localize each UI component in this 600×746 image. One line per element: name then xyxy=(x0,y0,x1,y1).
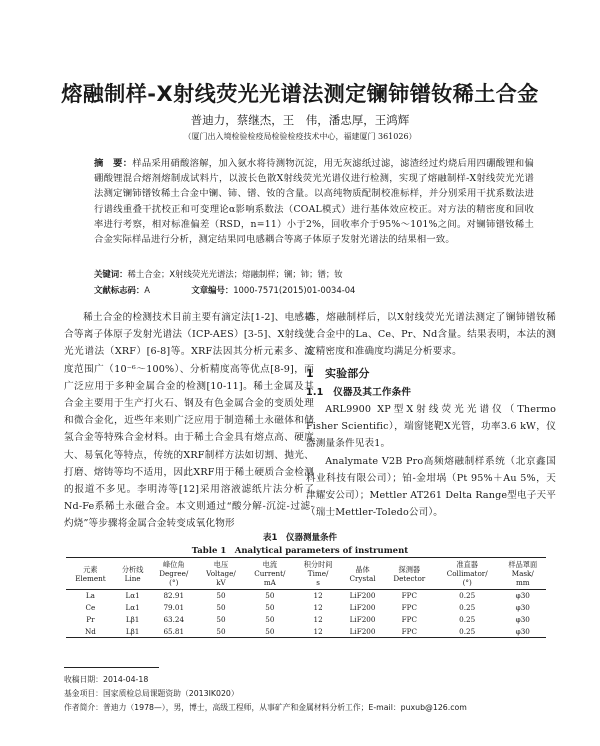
instrument-paragraph-1: ARL9900 XP型X射线荧光光谱仪（Thermo Fisher Scientific），端窗铑靶X光管，功率3.6 kW，仪器测量条件见表1。 xyxy=(306,404,556,450)
table-cell: 0.25 xyxy=(459,614,476,624)
author-list: 普迪力，蔡继杰，王 伟，潘忠厚，王鸿辉 xyxy=(190,113,410,127)
table-cell: φ30 xyxy=(515,614,530,624)
table-header-cell xyxy=(150,558,197,590)
header-en: Voltage/ xyxy=(206,569,236,578)
table-cell: 12 xyxy=(313,603,323,613)
footnote-rule xyxy=(64,667,159,668)
keywords-label: 关键词： xyxy=(94,269,128,279)
table-cell: FPC xyxy=(401,603,417,613)
table-header-cell xyxy=(341,558,383,590)
table-cell: 50 xyxy=(265,614,275,624)
table-cell: 0.25 xyxy=(459,626,476,636)
header-en: Detector xyxy=(393,573,426,583)
clc-label: 文献标志码： xyxy=(94,285,145,295)
table-header-row xyxy=(66,558,546,590)
left-column xyxy=(64,309,314,533)
table-cell: FPC xyxy=(401,591,417,601)
table-caption-cn: 表1 仪器测量条件 xyxy=(263,533,337,543)
table-cell: 82.91 xyxy=(163,591,185,601)
intro-continuation: 态，熔融制样后，以X射线荧光光谱法测定了镧铈镨钕稀土合金中的La、Ce、Pr、Nd含量。结果表明，本法的测定精密度和准确度均满足分析要求。 xyxy=(306,312,556,358)
keywords-line xyxy=(94,268,343,280)
table-cell: Lα1 xyxy=(125,603,140,613)
table-cell: 50 xyxy=(216,614,226,624)
table-caption-en: Table 1 Analytical parameters of instrument xyxy=(191,546,409,556)
table-header-cell xyxy=(115,558,151,590)
table-header-cell xyxy=(66,558,115,590)
table-cell: Pr xyxy=(86,614,95,624)
table-row xyxy=(66,602,546,614)
header-cn: 准直器 xyxy=(456,560,478,569)
keywords-text: 稀土合金；X射线荧光光谱法；熔融制样；镧；铈；镨；钕 xyxy=(127,269,343,279)
table-cell: FPC xyxy=(401,626,417,636)
table-cell: 65.81 xyxy=(163,626,185,636)
header-cn: 峰位角 xyxy=(162,560,185,569)
table-cell: 50 xyxy=(265,591,275,601)
right-column xyxy=(306,309,556,521)
table-cell: 63.24 xyxy=(163,614,185,624)
footnote-received: 收稿日期：2014-04-18 xyxy=(64,675,149,684)
header-en: Degree/ xyxy=(159,569,189,578)
table-cell: 79.01 xyxy=(163,603,185,613)
abstract-text: 样品采用硝酸溶解，加入氨水将待测物沉淀，用无灰滤纸过滤，滤渣经过灼烧后用四硼酸锂和偏硼酸锂混合熔剂熔制成试料片，以波长色散X射线荧光光谱仪进行检测，实现了熔融制样-X射线荧光光谱法测定镧铈镨钕稀土合金中镧、铈、镨、钕的含量。以高纯物质配制校准标样，并分别采用干扰系数法进行谱线重叠干扰校正和可变理论α影响系数法（COAL模式）进行基体效应校正。对方法的精密度和回收率进行考察，相对标准偏差（RSD，n=11）小于2%，回收率介于95%～101%之间。对镧铈镨钕稀土合金实际样品进行分析，测定结果同电感耦合等离子体原子发射光谱法的结果相一致。 xyxy=(94,158,534,246)
header-cn: 分析线 xyxy=(121,564,144,574)
table-header-cell xyxy=(197,558,245,590)
footnote-fund: 基金项目：国家质检总局课题资助（2013IK020） xyxy=(64,689,239,698)
table-cell: 50 xyxy=(216,603,226,613)
table-cell: Lα1 xyxy=(125,591,140,601)
table-cell: Lβ1 xyxy=(125,626,140,636)
table-cell: LiF200 xyxy=(349,603,376,613)
table-cell: Nd xyxy=(84,626,96,636)
table-row xyxy=(66,625,546,637)
table-cell: 50 xyxy=(265,626,275,636)
section-heading-1-1: 1.1 仪器及其工作条件 xyxy=(306,386,412,398)
header-unit: (°) xyxy=(169,578,179,587)
table-header-cell xyxy=(500,558,546,590)
header-en: Current/ xyxy=(254,569,286,578)
table-cell: Ce xyxy=(85,603,96,613)
table-cell: La xyxy=(85,591,95,601)
table-cell: LiF200 xyxy=(349,614,376,624)
table-cell: LiF200 xyxy=(349,626,376,636)
table-cell: 0.25 xyxy=(459,603,476,613)
table-row xyxy=(66,614,546,626)
header-cn: 电压 xyxy=(213,560,229,569)
table-header-cell xyxy=(245,558,295,590)
header-unit: mA xyxy=(263,578,276,587)
table-cell: LiF200 xyxy=(349,591,376,601)
table-cell: φ30 xyxy=(515,591,530,601)
header-cn: 元素 xyxy=(83,564,98,574)
table-cell: 12 xyxy=(313,614,323,624)
header-cn: 积分时间 xyxy=(303,560,333,569)
article-id-value: 1000-7571(2015)01-0034-04 xyxy=(233,285,356,295)
table-cell: 50 xyxy=(265,603,275,613)
classification-line xyxy=(94,284,355,296)
table-body xyxy=(66,590,546,638)
header-cn: 晶体 xyxy=(355,564,370,574)
table-cell: 0.25 xyxy=(459,591,476,601)
table-cell: 12 xyxy=(313,591,323,601)
header-en: Line xyxy=(124,573,141,583)
header-en: Time/ xyxy=(307,569,329,578)
table-header-cell xyxy=(295,558,341,590)
header-cn: 电流 xyxy=(262,560,278,569)
header-en: Crystal xyxy=(349,573,376,583)
table-cell: 50 xyxy=(216,626,226,636)
header-en: Element xyxy=(75,573,106,583)
article-id-label: 文章编号： xyxy=(191,285,234,295)
table-cell: φ30 xyxy=(515,626,530,636)
abstract-block xyxy=(94,156,534,247)
table-cell: 12 xyxy=(313,626,323,636)
table-row xyxy=(66,590,546,602)
instrument-paragraph-2: Analymate V2B Pro高频熔融制样系统（北京鑫国科业科技有限公司）；铂-金坩埚（Pt 95%＋Au 5%，天津耀安公司）；Mettler AT261 Delta Range型电子天平（瑞士Mettler-Toledo公司）。 xyxy=(306,455,556,519)
abstract-label: 摘 要： xyxy=(94,158,133,169)
header-en: Collimator/ xyxy=(446,569,488,578)
header-en: Mask/ xyxy=(511,569,534,578)
header-unit: mm xyxy=(515,578,530,587)
table-header-cell xyxy=(435,558,500,590)
footnote-author: 作者简介：普迪力（1978—），男，博士，高级工程师，从事矿产和金属材料分析工作；E-mail：puxub@126.com xyxy=(64,703,467,712)
header-cn: 探测器 xyxy=(398,564,421,574)
header-unit: (°) xyxy=(462,578,472,587)
header-unit: s xyxy=(316,578,320,587)
header-unit: kV xyxy=(216,578,226,587)
table-cell: Lβ1 xyxy=(125,614,140,624)
affiliation: （厦门出入境检验检疫局检验检疫技术中心，福建厦门 361026） xyxy=(183,132,417,141)
section-heading-1: 1 实验部分 xyxy=(306,366,370,380)
table-cell: 50 xyxy=(216,591,226,601)
table-cell: FPC xyxy=(401,614,417,624)
intro-paragraph: 稀土合金的检测技术目前主要有滴定法[1-2]、电感耦合等离子体原子发射光谱法（ICP-AES）[3-5]、X射线荧光光谱法（XRF）[6-8]等。XRF法因其分析元素多、浓度范围广（10⁻⁶～100%）、分析精度高等优点[8-9]，而广泛应用于多种金属合金的检测[10-11]。稀土金属及其合金主要用于生产打火石、钢及有色金属合金的变质处理和微合金化，近些年来则广泛应用于制造稀土永磁体和储氢合金等特殊合金材料。由于稀土合金具有熔点高、硬度大、易氧化等特点，传统的XRF制样方法如切割、抛光、打磨、熔铸等均不适用，因此XRF用于稀土硬质合金检测的报道不多见。李明涛等[12]采用溶液滤纸片法分析了Nd-Fe系稀土永磁合金。本文则通过“酸分解-沉淀-过滤-灼烧”等步骤将金属合金转变成氧化物形 xyxy=(64,312,314,530)
table-cell: φ30 xyxy=(515,603,530,613)
clc-value: A xyxy=(144,285,150,295)
paper-title: 熔融制样-X射线荧光光谱法测定镧铈镨钕稀土合金 xyxy=(61,82,539,106)
header-cn: 样品罩面 xyxy=(508,560,538,569)
instrument-parameters-table xyxy=(66,557,546,638)
table-header-cell xyxy=(384,558,435,590)
